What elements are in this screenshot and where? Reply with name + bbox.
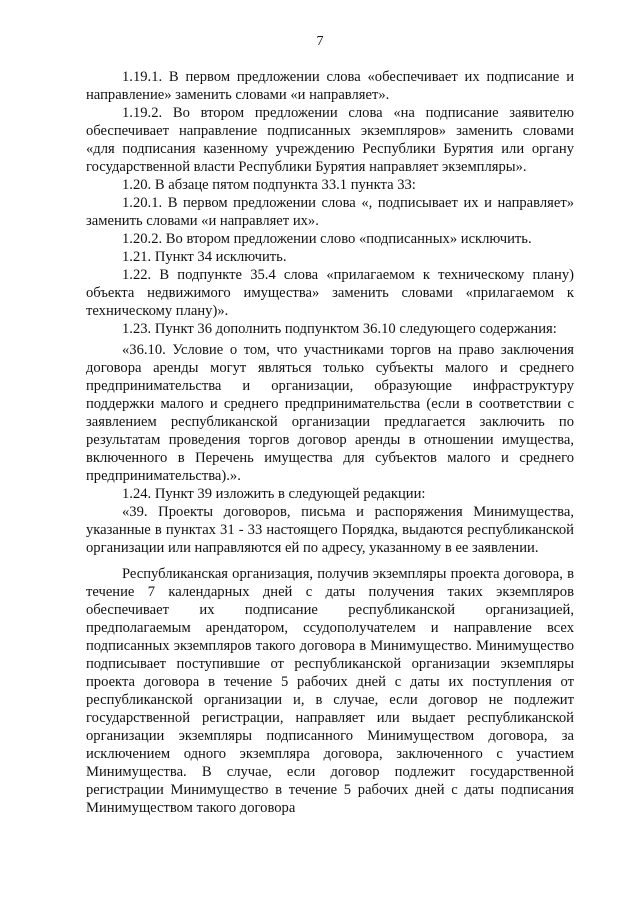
paragraph-1-22: 1.22. В подпункте 35.4 слова «прилагаемом к техническому плану) объекта недвижимого имущества» заменить словами «прилагаемом к техническому плану)». [86,267,574,319]
paragraph-1-19-2: 1.19.2. Во втором предложении слова «на подписание заявителю обеспечивает направление подписанных экземпляров» заменить словами «для подписания казенному учреждению Республики Бурятия или органу государственной власти Республики Бурятия направляет экземпляры». [86,105,574,175]
paragraph-1-24: 1.24. Пункт 39 изложить в следующей редакции: [122,486,426,502]
paragraph-36-10: «36.10. Условие о том, что участниками торгов на право заключения договора аренды могут являться только субъекты малого и среднего предпринимательства и организации, образующие инфраструктуру поддержки малого и среднего предпринимательства (если в соответствии с заявлением республиканской организации предлагается заключить по результатам проведения торгов договор аренды в отношении имущества, включенного в Перечень имущества для субъектов малого и среднего предпринимательства).». [86,342,574,484]
paragraph-39: «39. Проекты договоров, письма и распоряжения Минимущества, указанные в пунктах 31 - 33 настоящего Порядка, выдаются республиканской организации или направляются ей по адресу, указанному в ее заявлении. [86,504,574,556]
paragraph-1-19-1: 1.19.1. В первом предложении слова «обеспечивает их подписание и направление» заменить словами «и направляет». [86,69,574,103]
paragraph-1-20-1: 1.20.1. В первом предложении слова «, подписывает их и направляет» заменить словами «и направляет их». [86,195,574,229]
paragraph-1-23: 1.23. Пункт 36 дополнить подпунктом 36.10 следующего содержания: [122,321,557,337]
page-number: 7 [316,34,324,49]
paragraph-1-21: 1.21. Пункт 34 исключить. [122,249,287,265]
paragraph-1-20: 1.20. В абзаце пятом подпункта 33.1 пункта 33: [122,177,416,193]
paragraph-republican-organization: Республиканская организация, получив экземпляры проекта договора, в течение 7 календарных дней с даты получения таких экземпляров обеспечивает их подписание республиканской организацией, предполагаемым арендатором, ссудополучателем и направление всех подписанных экземпляров такого договора в Минимущество. Минимущество подписывает поступившие от республиканской организации экземпляры проекта договора в течение 5 рабочих дней с даты их поступления от республиканской организации и, в случае, если договор не подлежит государственной регистрации, направляет или выдает республиканской организации экземпляры подписанного Минимуществом договора, за исключением одного экземпляра договора, заключенного с участием Минимущества. В случае, если договор подлежит государственной регистрации Минимущество в течение 5 рабочих дней с даты подписания Минимуществом такого договора [86,566,574,816]
paragraph-1-20-2: 1.20.2. Во втором предложении слово «подписанных» исключить. [122,231,532,247]
document-body [86,68,574,817]
